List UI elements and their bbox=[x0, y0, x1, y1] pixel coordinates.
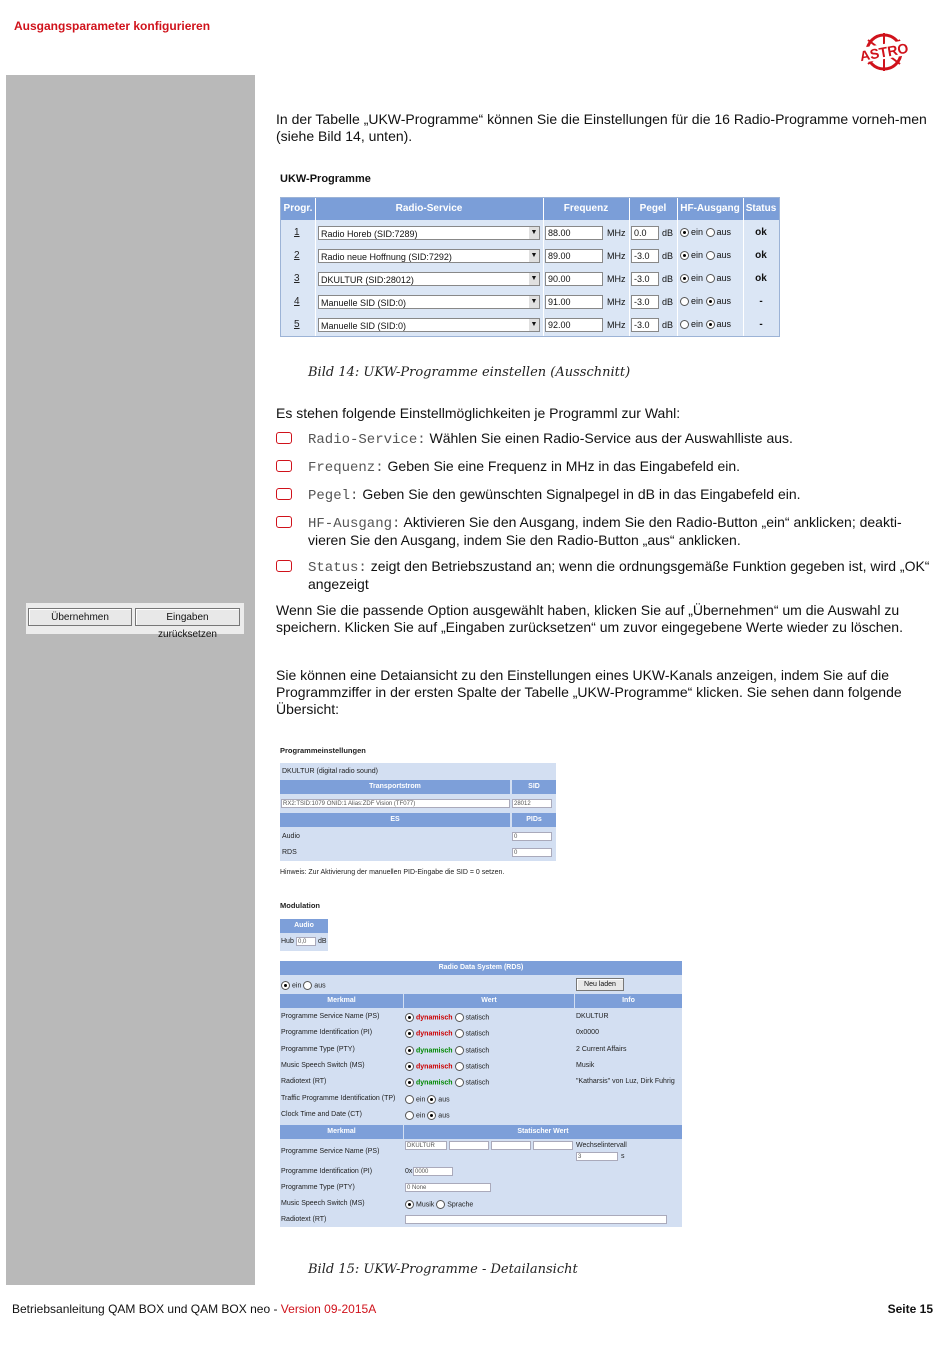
rds-row-mode[interactable]: dynamisch statisch bbox=[405, 1013, 489, 1022]
transportstrom-header: Transportstrom bbox=[280, 780, 510, 794]
static-pi-label: Programme Identification (PI) bbox=[281, 1168, 373, 1175]
option-text: Wählen Sie einen Radio-Service aus der Auswahlliste aus. bbox=[429, 430, 793, 446]
modulation-audio-header: Audio bbox=[280, 919, 328, 933]
ukw-programme-table bbox=[280, 197, 780, 337]
frequenz-input[interactable]: 91.00 bbox=[545, 295, 603, 309]
footer-page-number: Seite 15 bbox=[887, 1302, 933, 1316]
pegel-input[interactable]: 0.0 bbox=[631, 226, 659, 240]
detail-paragraph: Sie können eine Detaiansicht zu den Einstellungen eines UKW-Kanals anzeigen, indem Sie auf die Programmziffer in der ersten Spalte der Tabelle „UKW-Programme“ klicken. Sie sehen dann folgende Übersicht: bbox=[276, 667, 902, 717]
hf-ausgang-radio-group[interactable]: ein aus bbox=[680, 250, 731, 260]
bullet-box-icon bbox=[276, 460, 292, 472]
mhz-unit: MHz bbox=[607, 228, 626, 238]
frequenz-input[interactable]: 90.00 bbox=[545, 272, 603, 286]
rds-row-info: 0x0000 bbox=[576, 1029, 599, 1037]
option-text: Geben Sie den gewünschten Signalpegel in dB in das Eingabefeld ein. bbox=[362, 486, 801, 502]
header-frequenz: Frequenz bbox=[563, 203, 609, 214]
bullet-box-icon bbox=[276, 560, 292, 572]
static-ps-input[interactable]: DKULTUR bbox=[405, 1141, 447, 1150]
frequenz-input[interactable]: 92.00 bbox=[545, 318, 603, 332]
wechselintervall-label: Wechselintervall bbox=[576, 1142, 627, 1149]
dropdown-arrow-icon[interactable]: ▼ bbox=[529, 227, 539, 239]
programm-number-link[interactable]: 4 bbox=[294, 296, 300, 307]
sid-input[interactable]: 28012 bbox=[512, 799, 552, 808]
option-key: Pegel: bbox=[308, 488, 359, 504]
apply-button[interactable]: Übernehmen bbox=[28, 608, 132, 626]
dropdown-arrow-icon[interactable]: ▼ bbox=[529, 319, 539, 331]
button-strip bbox=[26, 603, 244, 640]
aus-radio[interactable] bbox=[706, 320, 715, 329]
footer-version: Version 09-2015A bbox=[280, 1302, 377, 1316]
header-radio-service: Radio-Service bbox=[395, 203, 463, 214]
pegel-input[interactable]: -3.0 bbox=[631, 272, 659, 286]
static-value-header: Statischer Wert bbox=[404, 1125, 682, 1139]
option-text: Aktivieren Sie den Ausgang, indem Sie den Radio-Button „ein“ anklicken; deakti-vieren Sie den Ausgang, indem Sie den Radio-Button „aus“ anklicken. bbox=[308, 514, 902, 548]
ukw-row bbox=[281, 268, 779, 291]
db-unit: dB bbox=[662, 297, 674, 307]
frequenz-input[interactable]: 88.00 bbox=[545, 226, 603, 240]
static-ps-input-4[interactable] bbox=[533, 1141, 573, 1150]
wert-header: Wert bbox=[404, 994, 574, 1008]
ct-radio[interactable]: ein aus bbox=[405, 1111, 450, 1120]
static-ps-label: Programme Service Name (PS) bbox=[281, 1148, 380, 1155]
static-ms-label: Music Speech Switch (MS) bbox=[281, 1200, 365, 1207]
db-unit: dB bbox=[662, 320, 674, 330]
astro-logo bbox=[848, 30, 920, 74]
programm-number-link[interactable]: 3 bbox=[294, 273, 300, 284]
rds-row-mode[interactable]: dynamisch statisch bbox=[405, 1062, 489, 1071]
option-key: Radio-Service: bbox=[308, 432, 426, 448]
rds-header: Radio Data System (RDS) bbox=[280, 961, 682, 975]
hf-ausgang-radio-group[interactable]: ein aus bbox=[680, 227, 731, 237]
merkmal-header: Merkmal bbox=[280, 994, 403, 1008]
radio-service-select[interactable]: Manuelle SID (SID:0) ▼ bbox=[318, 295, 540, 309]
static-rt-input[interactable] bbox=[405, 1215, 667, 1224]
rds-row-label: Programme Type (PTY) bbox=[281, 1045, 355, 1053]
dropdown-arrow-icon[interactable]: ▼ bbox=[529, 273, 539, 285]
rds-row-label: Radiotext (RT) bbox=[281, 1078, 327, 1086]
db-unit: dB bbox=[662, 228, 674, 238]
static-pty-label: Programme Type (PTY) bbox=[281, 1184, 355, 1191]
audio-label: Audio bbox=[282, 833, 300, 840]
ukw-table-title: UKW-Programme bbox=[280, 173, 371, 185]
rds-row-info: Musik bbox=[576, 1061, 595, 1069]
tp-label: Traffic Programme Identification (TP) bbox=[281, 1095, 396, 1102]
bullet-box-icon bbox=[276, 432, 292, 444]
info-header: Info bbox=[575, 994, 682, 1008]
db-unit: dB bbox=[662, 251, 674, 261]
pegel-input[interactable]: -3.0 bbox=[631, 318, 659, 332]
rds-ein-aus[interactable]: ein aus bbox=[281, 981, 326, 990]
modulation-title: Modulation bbox=[280, 901, 320, 910]
static-rt-label: Radiotext (RT) bbox=[281, 1216, 327, 1223]
header-pegel: Pegel bbox=[639, 203, 667, 214]
neu-laden-button[interactable]: Neu laden bbox=[576, 978, 624, 991]
merkmal-header-2: Merkmal bbox=[280, 1125, 403, 1139]
dropdown-arrow-icon[interactable]: ▼ bbox=[529, 296, 539, 308]
option-text: zeigt den Betriebszustand an; wenn die ordnungsgemäße Funktion gegeben ist, wird „OK“ angezeigt bbox=[308, 558, 930, 592]
ein-radio[interactable] bbox=[680, 228, 689, 237]
rds-row-info: DKULTUR bbox=[576, 1013, 609, 1020]
ein-radio[interactable] bbox=[680, 251, 689, 260]
option-text: Geben Sie eine Frequenz in MHz in das Eingabefeld ein. bbox=[387, 458, 741, 474]
mhz-unit: MHz bbox=[607, 274, 626, 284]
figure-15-caption: Bild 15: UKW-Programme - Detailansicht bbox=[308, 1262, 578, 1277]
ein-radio[interactable] bbox=[680, 297, 689, 306]
option-key: Frequenz: bbox=[308, 460, 384, 476]
hf-ausgang-radio-group[interactable]: ein aus bbox=[680, 273, 731, 283]
page-header-title: Ausgangsparameter konfigurieren bbox=[14, 19, 211, 33]
es-header: ES bbox=[280, 813, 510, 827]
footer-manual: Betriebsanleitung QAM BOX und QAM BOX neo - Version 09-2015A bbox=[12, 1302, 377, 1316]
programmeinstellungen-title: Programmeinstellungen bbox=[280, 746, 366, 755]
static-pi-prefix: 0x bbox=[405, 1168, 413, 1175]
ukw-row bbox=[281, 314, 779, 337]
header-status: Status bbox=[745, 203, 777, 214]
hub-label: Hub bbox=[281, 938, 294, 945]
radio-service-select[interactable]: Radio Horeb (SID:7289) ▼ bbox=[318, 226, 540, 240]
pegel-input[interactable]: -3.0 bbox=[631, 295, 659, 309]
static-ms-radio[interactable]: Musik Sprache bbox=[405, 1200, 473, 1209]
status-value: ok bbox=[755, 250, 767, 261]
ukw-row bbox=[281, 245, 779, 268]
intro-paragraph: In der Tabelle „UKW-Programme“ können Sie die Einstellungen für die 16 Radio-Programme vorneh-men (siehe Bild 14, unten). bbox=[276, 111, 927, 144]
header-hf-ausgang: HF-Ausgang bbox=[680, 203, 740, 214]
wechselintervall-unit: s bbox=[621, 1153, 625, 1160]
rds-row-mode[interactable]: dynamisch statisch bbox=[405, 1046, 489, 1055]
rds-row-label: Programme Identification (PI) bbox=[281, 1029, 373, 1037]
ukw-table-header bbox=[281, 198, 779, 220]
rds-pid-input[interactable]: 0 bbox=[512, 848, 552, 857]
hub-input[interactable]: 0,0 bbox=[296, 937, 316, 946]
wechselintervall-input[interactable]: 3 bbox=[576, 1152, 618, 1161]
radio-service-select[interactable]: DKULTUR (SID:28012) ▼ bbox=[318, 272, 540, 286]
gray-sidebar bbox=[6, 75, 255, 1285]
aus-radio[interactable] bbox=[706, 251, 715, 260]
rds-row-info: 2 Current Affairs bbox=[576, 1045, 627, 1053]
status-value: ok bbox=[755, 227, 767, 238]
hf-ausgang-radio-group[interactable]: ein aus bbox=[680, 296, 731, 306]
ein-radio[interactable] bbox=[680, 274, 689, 283]
pids-header: PIDs bbox=[512, 813, 556, 827]
logo-text: ASTRO bbox=[858, 39, 910, 65]
options-intro: Es stehen folgende Einstellmöglichkeiten je Programml zur Wahl: bbox=[276, 405, 681, 421]
sid-header: SID bbox=[512, 780, 556, 794]
status-value: ok bbox=[755, 273, 767, 284]
aus-radio[interactable] bbox=[706, 274, 715, 283]
bullet-box-icon bbox=[276, 516, 292, 528]
static-pty-select[interactable]: 0 None bbox=[405, 1183, 491, 1192]
rds-row-info: "Katharsis" von Luz, Dirk Fuhrig bbox=[576, 1078, 675, 1086]
mhz-unit: MHz bbox=[607, 320, 626, 330]
transportstrom-select[interactable]: RX2:TSID:1079 ONID:1 Alias:ZDF Vision (TF077) bbox=[281, 799, 510, 808]
ukw-row bbox=[281, 291, 779, 314]
mhz-unit: MHz bbox=[607, 297, 626, 307]
reset-button[interactable]: Eingaben zurücksetzen bbox=[135, 608, 240, 626]
static-ps-input-2[interactable] bbox=[449, 1141, 489, 1150]
radio-service-select[interactable]: Radio neue Hoffnung (SID:7292) ▼ bbox=[318, 249, 540, 263]
dropdown-arrow-icon[interactable]: ▼ bbox=[529, 250, 539, 262]
programm-number-link[interactable]: 1 bbox=[294, 227, 300, 238]
tp-radio[interactable]: ein aus bbox=[405, 1095, 450, 1104]
option-key: Status: bbox=[308, 560, 367, 576]
programm-number-link[interactable]: 2 bbox=[294, 250, 300, 261]
bullet-box-icon bbox=[276, 488, 292, 500]
rds-row-mode[interactable]: dynamisch statisch bbox=[405, 1029, 489, 1038]
status-value: - bbox=[759, 296, 763, 307]
db-unit: dB bbox=[662, 274, 674, 284]
ct-label: Clock Time and Date (CT) bbox=[281, 1111, 362, 1118]
sid-hint: Hinweis: Zur Aktivierung der manuellen PID-Eingabe die SID = 0 setzen. bbox=[280, 869, 505, 876]
option-key: HF-Ausgang: bbox=[308, 516, 401, 532]
status-value: - bbox=[759, 319, 763, 330]
rds-row-label: Music Speech Switch (MS) bbox=[281, 1061, 365, 1069]
aus-radio[interactable] bbox=[706, 297, 715, 306]
rds-row-label: Programme Service Name (PS) bbox=[281, 1013, 380, 1020]
static-pi-input[interactable]: 0000 bbox=[413, 1167, 453, 1176]
rds-label: RDS bbox=[282, 849, 297, 856]
header-progr: Progr. bbox=[283, 203, 313, 214]
ein-radio[interactable] bbox=[680, 320, 689, 329]
audio-pid-input[interactable]: 0 bbox=[512, 832, 552, 841]
hf-ausgang-radio-group[interactable]: ein aus bbox=[680, 319, 731, 329]
hub-unit: dB bbox=[318, 938, 327, 945]
frequenz-input[interactable]: 89.00 bbox=[545, 249, 603, 263]
static-ps-input-3[interactable] bbox=[491, 1141, 531, 1150]
mhz-unit: MHz bbox=[607, 251, 626, 261]
rds-row-mode[interactable]: dynamisch statisch bbox=[405, 1078, 489, 1087]
programm-number-link[interactable]: 5 bbox=[294, 319, 300, 330]
figure-14-caption: Bild 14: UKW-Programme einstellen (Ausschnitt) bbox=[308, 365, 631, 380]
apply-paragraph: Wenn Sie die passende Option ausgewählt haben, klicken Sie auf „Übernehmen“ um die Auswahl zu speichern. Klicken Sie auf „Eingaben zurücksetzen“ um zuvor eingegebene Werte wieder zu löschen. bbox=[276, 602, 903, 635]
pegel-input[interactable]: -3.0 bbox=[631, 249, 659, 263]
ukw-row bbox=[281, 222, 779, 245]
radio-service-select[interactable]: Manuelle SID (SID:0) ▼ bbox=[318, 318, 540, 332]
program-name: DKULTUR (digital radio sound) bbox=[282, 768, 378, 775]
aus-radio[interactable] bbox=[706, 228, 715, 237]
